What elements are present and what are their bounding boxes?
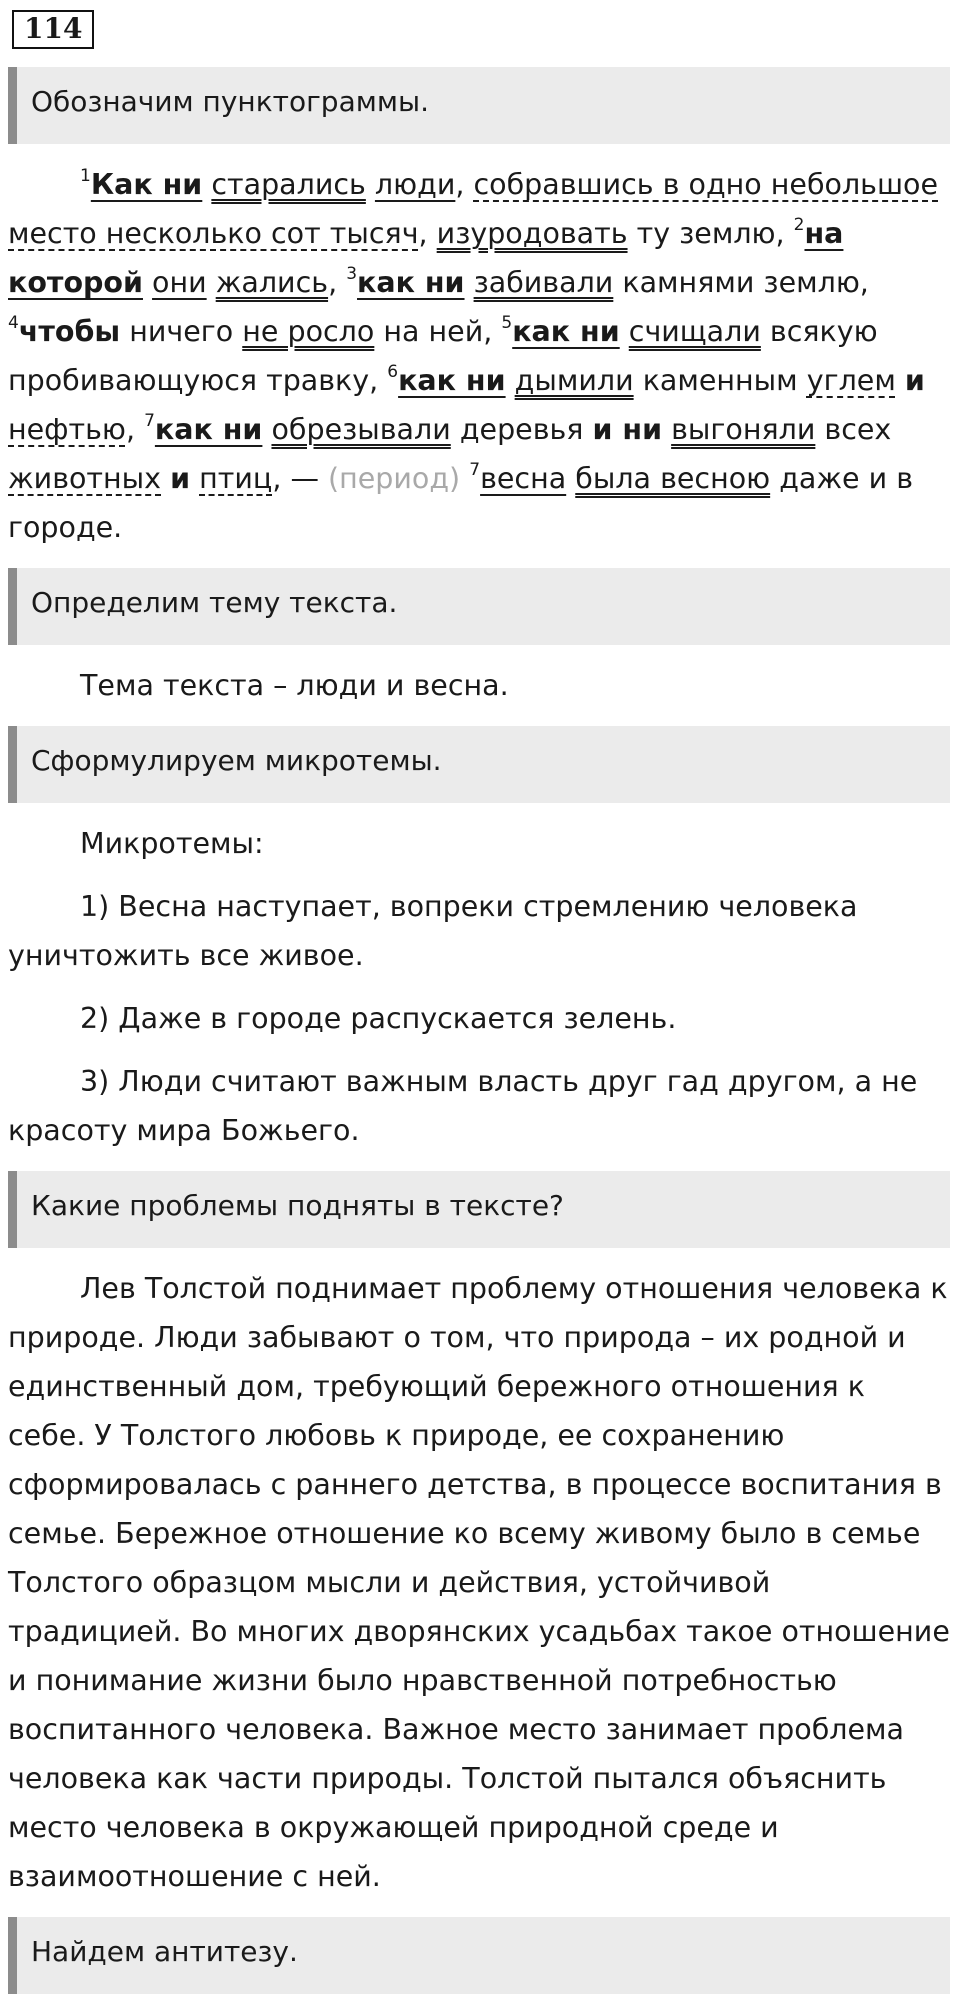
word-byla-vesnoyu: была весною: [575, 462, 771, 495]
word-staralis: старались: [211, 168, 366, 201]
word-dymili: дымили: [514, 364, 634, 397]
word-zhalis: жались: [215, 266, 329, 299]
plain-text: каменным: [642, 364, 798, 397]
word-neftyu: нефтью: [8, 413, 126, 446]
word-i: и: [170, 462, 191, 495]
microthemes-intro: Микротемы:: [80, 827, 264, 860]
sentence-number: 2: [793, 215, 805, 235]
task-number: 114: [12, 10, 94, 49]
word-na-kotoroy: на которой: [8, 217, 844, 299]
sentence-number: 1: [80, 166, 91, 186]
plain-text: деревья: [459, 413, 584, 446]
word-lyudi: люди: [374, 168, 456, 201]
sentence-number: 3: [346, 264, 358, 284]
word-kak-ni: Как ни: [90, 168, 203, 201]
microtheme-item: 3) Люди считают важным власть друг гад другом, а не красоту мира Божьего.: [8, 1065, 918, 1147]
section-header-antithesis: Найдем антитезу.: [8, 1917, 950, 1994]
comma: ,: [125, 413, 135, 446]
section-header-problems: Какие проблемы подняты в тексте?: [8, 1171, 950, 1248]
word-ptits: птиц: [199, 462, 273, 495]
microtheme-item: 1) Весна наступает, вопреки стремлению человека уничтожить все живое.: [8, 890, 858, 972]
word-kak-ni: как ни: [357, 266, 465, 299]
word-kak-ni: как ни: [398, 364, 506, 397]
comma: ,: [328, 266, 338, 299]
comma-dash: , —: [272, 462, 319, 495]
word-zhivotnykh: животных: [8, 462, 162, 495]
sentence-number: 6: [387, 362, 399, 382]
plain-text: камнями землю,: [622, 266, 869, 299]
word-chtoby: чтобы: [18, 315, 121, 348]
sentence-number: 4: [8, 313, 19, 333]
theme-text: Тема текста – люди и весна.: [80, 669, 509, 702]
word-uglem: углем: [806, 364, 896, 397]
comma: ,: [418, 217, 428, 250]
word-oni: они: [152, 266, 207, 299]
word-izurodovat: изуродовать: [436, 217, 628, 250]
plain-text: всякую пробивающуюся травку,: [8, 315, 878, 397]
word-vygonyali: выгоняли: [671, 413, 816, 446]
word-i-ni: и ни: [592, 413, 663, 446]
sentence-number: 5: [501, 313, 513, 333]
plain-text: на ней,: [383, 315, 493, 348]
section-header-microthemes: Сформулируем микротемы.: [8, 726, 950, 803]
word-i: и: [904, 364, 925, 397]
word-schishchali: счищали: [628, 315, 761, 348]
section-header-theme: Определим тему текста.: [8, 568, 950, 645]
section-header-punctograms: Обозначим пунктограммы.: [8, 67, 950, 144]
comma: ,: [455, 168, 465, 201]
plain-text: всех: [824, 413, 892, 446]
plain-text: даже и в городе.: [8, 462, 914, 544]
punctogram-paragraph: [8, 160, 950, 552]
microtheme-item: 2) Даже в городе распускается зелень.: [80, 1002, 677, 1035]
plain-text: ту землю,: [636, 217, 785, 250]
word-kak-ni: как ни: [512, 315, 620, 348]
plain-text: ничего: [129, 315, 234, 348]
sentence-number: 7: [144, 411, 155, 431]
word-zabivali: забивали: [473, 266, 614, 299]
word-sobravshis: собравшись в одно небольшое место несколько сот тысяч: [8, 168, 939, 250]
word-period: (период): [328, 462, 461, 495]
word-ne-roslo: не росло: [242, 315, 375, 348]
sentence-number: 7: [469, 460, 481, 480]
word-obrezyvali: обрезывали: [271, 413, 451, 446]
word-kak-ni: как ни: [154, 413, 263, 446]
word-vesna: весна: [480, 462, 567, 495]
problems-text: Лев Толстой поднимает проблему отношения человека к природе. Люди забывают о том, что природа – их родной и единственный дом, требующий бережного отношения к себе. У Толстого любовь к природе, ее сохранению сформировалась с раннего детства, в процессе воспитания в семье. Бережное отношение ко всему живому было в семье Толстого образцом мысли и действия, устойчивой традицией. Во многих дворянских усадьбах такое отношение и понимание жизни было нравственной потребностью воспитанного человека. Важное место занимает проблема человека как части природы. Толстой пытался объяснить место человека в окружающей природной среде и взаимоотношение с ней.: [8, 1272, 950, 1893]
